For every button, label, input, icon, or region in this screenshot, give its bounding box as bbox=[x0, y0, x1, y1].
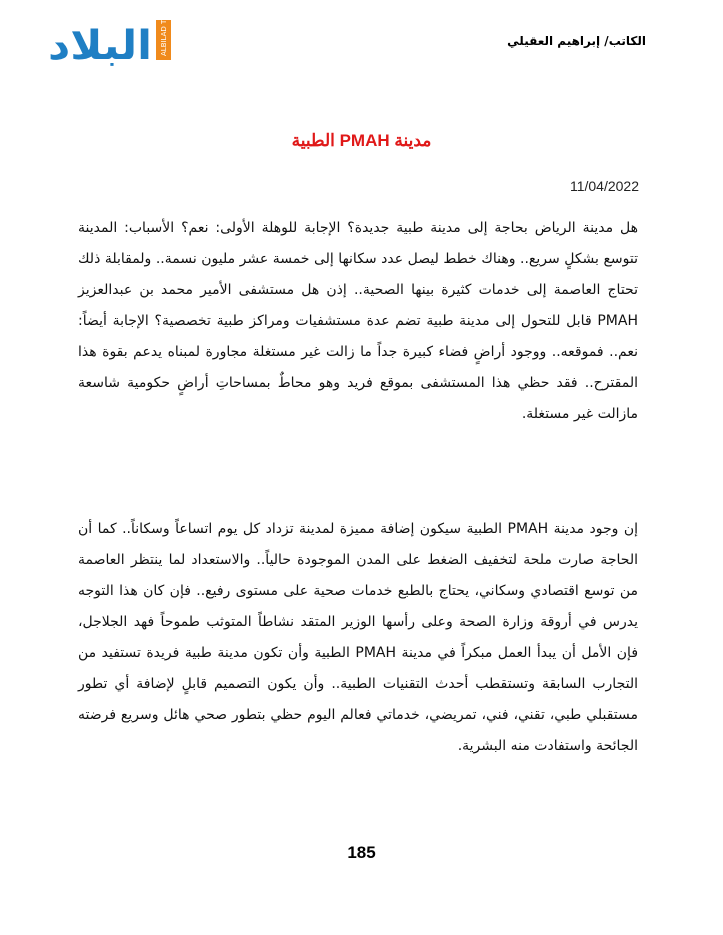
article-title: مدينة PMAH الطبية bbox=[291, 131, 432, 150]
article-paragraph-1: هل مدينة الرياض بحاجة إلى مدينة طبية جديدة؟ الإجابة للوهلة الأولى: نعم؟ الأسباب: المدينة تتوسع بشكلٍ سريع.. وهناك خطط ليصل عدد سكانها إلى خمسة عشر مليون نسمة.. ولمقابلة ذلك تحتاج العاصمة إلى خدمات كثيرة بينها الصحية.. إذن هل مستشفى الأمير محمد بن عبدالعزيز PMAH قابل للتحول إلى مدينة طبية تضم عدة مستشفيات ومراكز طبية تخصصية؟ الإجابة أيضاً: نعم.. فموقعه.. ووجود أراضٍ فضاء كبيرة جداً ما زالت غير مستغلة مجاورة لمبناه يدعم بقوة هذا المقترح.. فقد حظي هذا المستشفى بموقع فريد وهو محاطٌ بمساحاتِ أراضٍ حكومية شاسعة مازالت غير مستغلة. bbox=[78, 220, 638, 422]
article-paragraph-2: إن وجود مدينة PMAH الطبية سيكون إضافة مميزة لمدينة تزداد كل يوم اتساعاً وسكاناً.. كما أن الحاجة صارت ملحة لتخفيف الضغط على المدن الموجودة حالياً.. والاستعداد لما ينتظر العاصمة من توسع اقتصادي وسكاني، يحتاج بالطبع خدمات صحية على مستوى رفيع.. فإن كان هذا التوجه يدرس في أروقة وزارة الصحة وعلى رأسها الوزير المتقد نشاطاً المتوثب طموحاً فهد الجلاجل، فإن الأمل أن يبدأ العمل مبكراً في مدينة PMAH الطبية وأن تكون مدينة طبية فريدة تستفيد من التجارب السابقة وتستقطب أحدث التقنيات الطبية.. وأن يكون التصميم قابلٍ لإضافة أي تطور مستقبلي طبي، تقني، فني، تمريضي، خدماتي فعالم اليوم حظي بتطور صحي هائل وسريع فرضته الجائحة واستفادت منه البشرية. bbox=[78, 521, 639, 754]
article-date: 11/04/2022 bbox=[569, 178, 639, 194]
author-line: الكاتب/ إبراهيم العقيلي bbox=[507, 34, 646, 48]
logo-side-label: ALBILAD TV bbox=[160, 18, 168, 56]
logo-wordmark: البلاد bbox=[48, 23, 152, 68]
albilad-logo bbox=[48, 18, 176, 68]
page-number: 185 bbox=[347, 843, 376, 862]
